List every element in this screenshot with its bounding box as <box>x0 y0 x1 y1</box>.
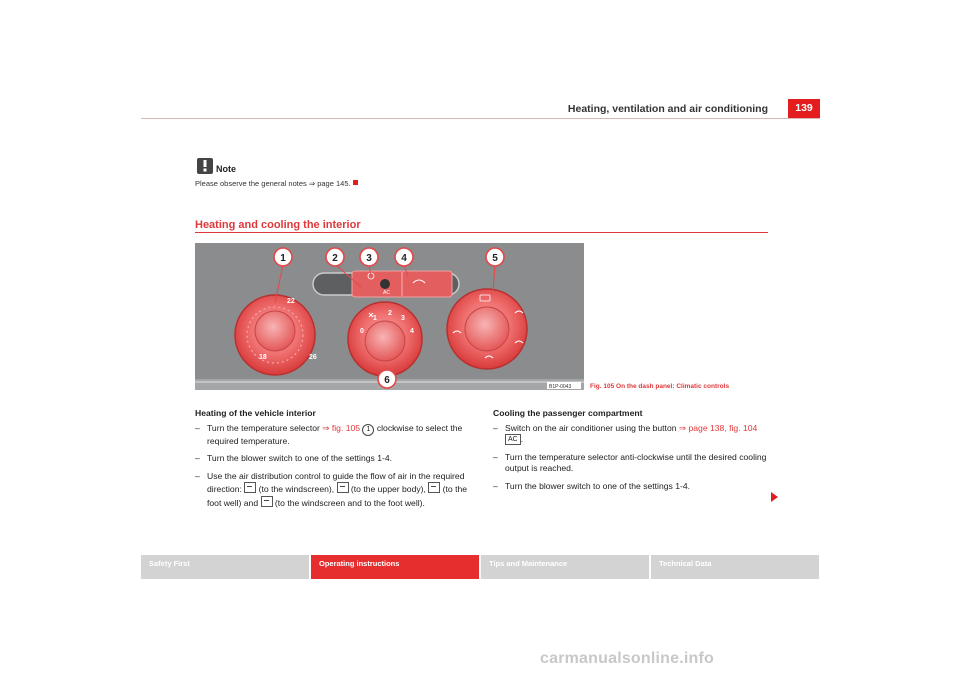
heating-step-3-text-c: (to the upper body), <box>348 484 429 495</box>
heating-step-1-text: Turn the temperature selector <box>207 422 323 433</box>
foot-well-vent-icon <box>428 482 440 493</box>
cooling-step-1-text-end: . <box>520 434 524 445</box>
note-text-body: Please observe the general notes <box>195 179 309 188</box>
running-title: Heating, ventilation and air conditioning <box>567 103 768 115</box>
callout-1-label: 1 <box>280 253 286 264</box>
windscreen-foot-vent-icon <box>261 496 273 507</box>
heating-step-2: – Turn the blower switch to one of the settings 1-4. <box>195 453 393 464</box>
tab-tips-and-maintenance[interactable]: Tips and Maintenance <box>481 555 649 579</box>
figure-caption: Fig. 105 On the dash panel: Climatic controls <box>590 383 730 390</box>
heating-step-3-text-a: Use the air distribution control to guide the flow of air in the required direction: <box>207 470 465 495</box>
ac-key: AC <box>505 434 521 445</box>
callout-2 <box>326 248 344 266</box>
left-column <box>195 408 480 516</box>
note-text <box>195 179 358 188</box>
heating-step-3-text-b: (to the windscreen), <box>256 484 337 495</box>
callout-4 <box>395 248 413 266</box>
note-title: Note <box>216 164 236 174</box>
climate-controls-figure <box>195 243 584 390</box>
heating-heading: Heating of the vehicle interior <box>195 408 316 418</box>
temp-22-label: 22 <box>287 298 295 305</box>
climate-controls-illustration <box>195 243 584 390</box>
tab-operating-instructions[interactable]: Operating instructions <box>311 555 479 579</box>
watermark: carmanualsonline.info <box>540 650 715 667</box>
section-heading: Heating and cooling the interior <box>195 219 361 231</box>
note-arrow: ⇒ <box>308 179 316 188</box>
callout-1 <box>274 248 292 266</box>
continue-arrow-icon <box>771 492 778 502</box>
callout-2-label: 2 <box>332 253 338 264</box>
heating-step-3-text-d: (to the foot well) and <box>207 484 468 508</box>
cooling-step-1-text: Switch on the air conditioner using the button <box>505 422 679 433</box>
callout-6-label: 6 <box>384 375 390 386</box>
callout-3 <box>360 248 378 266</box>
heating-step-1: – Turn the temperature selector ⇒ fig. 105 1 clockwise to select the required temperature. <box>195 422 463 446</box>
ac-button-label: AC <box>383 290 390 296</box>
cooling-step-1: – Switch on the air conditioner using the button ⇒ page 138, fig. 104 AC . <box>493 422 758 445</box>
blower-4-label: 4 <box>410 328 414 335</box>
cooling-step-3: – Turn the blower switch to one of the settings 1-4. <box>493 480 691 491</box>
cooling-step-2-text: Turn the temperature selector anti-clockwise until the desired cooling output is reached. <box>505 451 767 474</box>
cooling-step-3-text: Turn the blower switch to one of the settings 1-4. <box>505 480 691 491</box>
page-number: 139 <box>788 99 820 118</box>
callout-1-inline: 1 <box>362 424 374 436</box>
tab-safety-first[interactable]: Safety First <box>141 555 309 579</box>
upper-body-vent-icon <box>337 482 349 493</box>
page-138-link[interactable]: ⇒ page 138, fig. 104 <box>678 422 758 433</box>
heating-step-1-text-end: clockwise to select the required temperature. <box>207 422 463 446</box>
blower-3-label: 3 <box>401 315 405 322</box>
blower-1-label: 1 <box>373 315 377 322</box>
blower-0-label: 0 <box>360 328 364 335</box>
temp-26-label: 26 <box>309 354 317 361</box>
heating-step-3-text-e: (to the windscreen and to the foot well). <box>272 497 425 508</box>
header-rule <box>141 118 820 119</box>
callout-3-label: 3 <box>366 253 372 264</box>
note-page-link[interactable]: page 145. <box>317 179 351 188</box>
stop-square-icon <box>353 180 358 185</box>
cooling-heading: Cooling the passenger compartment <box>493 408 643 418</box>
cooling-step-2: – Turn the temperature selector anti-clockwise until the desired cooling output is reached. <box>493 451 767 474</box>
note-icon <box>197 158 213 174</box>
callout-6 <box>378 370 396 388</box>
section-rule <box>195 232 768 233</box>
tab-technical-data[interactable]: Technical Data <box>651 555 819 579</box>
windscreen-vent-icon <box>244 482 256 493</box>
blower-2-label: 2 <box>388 310 392 317</box>
fig-105-link[interactable]: ⇒ fig. 105 <box>322 422 361 433</box>
heating-step-3: – Use the air distribution control to guide the flow of air in the required direction: (to the windscreen), (to the upper body), (to the foot well) and (to the windscreen and to the foot well). <box>195 470 468 508</box>
heating-step-2-text: Turn the blower switch to one of the settings 1-4. <box>207 453 393 464</box>
temp-18-label: 18 <box>259 354 267 361</box>
right-column <box>493 408 768 499</box>
image-code: B1P-0043 <box>549 384 572 390</box>
callout-5-label: 5 <box>492 253 498 264</box>
callout-5 <box>486 248 504 266</box>
callout-4-label: 4 <box>401 253 407 264</box>
